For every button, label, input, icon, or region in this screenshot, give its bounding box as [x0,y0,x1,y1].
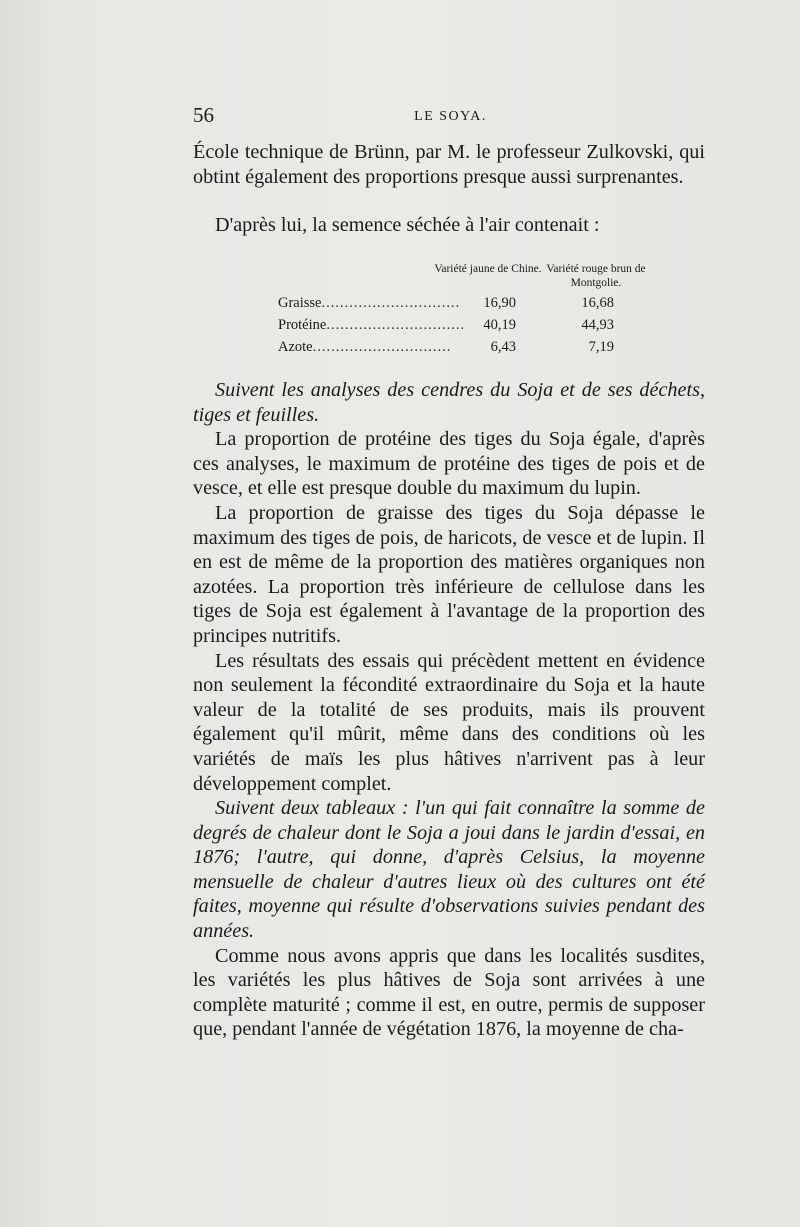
intro-paragraph [193,213,705,238]
table-row [278,339,638,361]
opening-paragraph [193,140,705,189]
paragraph: Suivent deux tableaux : l'un qui fait connaître la somme de degrés de chaleur dont le Soja a joui dans le jardin d'essai, en 1876; l'autre, qui donne, d'après Celsius, la moyenne mensuelle de chaleur d'autres lieux où des cultures ont été faites, moyenne qui résulte d'observations suivies pendant des années. [193,797,705,943]
page-number: 56 [193,103,214,127]
row-label: Azote [278,339,313,355]
paragraph: École technique de Brünn, par M. le professeur Zulkovski, qui obtint également des proportions presque aussi surprenantes. [193,141,705,188]
dot-leader: .............................. [326,317,466,333]
paragraph: D'après lui, la semence séchée à l'air contenait : [215,214,600,236]
page-header [193,103,708,133]
column-header-red-mongolia: Variété rouge brun de Montgolie. [546,263,646,289]
paragraph: La proportion de protéine des tiges du Soja égale, d'après ces analyses, le maximum de protéine des tiges de pois et de vesce, et elle est presque double du maximum du lupin. [193,428,705,500]
value-cell: 6,43 [490,339,516,355]
paragraph: Suivent les analyses des cendres du Soja et de ses déchets, tiges et feuilles. [193,379,705,426]
row-label-cell [278,295,461,312]
dot-leader: .............................. [321,295,461,311]
paragraph: La proportion de graisse des tiges du Soja dépasse le maximum des tiges de pois, de haricots, de vesce et de lupin. Il en est de même de la proportion des matières organiques non azotées. La proportion très inférieure de cellulose dans les tiges de Soja est également à l'avantage de la proportion des principes nutritifs. [193,501,705,647]
value-cell: 16,90 [483,295,516,311]
row-label-cell [278,339,452,356]
row-label: Graisse [278,295,322,311]
value-cell: 40,19 [483,317,516,333]
body-text [193,378,705,1042]
table-row [278,317,638,339]
value-cell: 16,68 [581,295,614,311]
paragraph: Comme nous avons appris que dans les localités susdites, les variétés les plus hâtives de Soja sont arrivées à une complète maturité ; comme il est, en outre, permis de supposer que, pendant l'année de végétation 1876, la moyenne de cha- [193,944,705,1041]
value-cell: 44,93 [581,317,614,333]
row-label-cell [278,317,466,334]
dot-leader: .............................. [312,339,452,355]
table-row [278,295,638,317]
row-label: Protéine [278,317,327,333]
column-header-yellow-china: Variété jaune de Chine. [434,263,542,275]
paragraph: Les résultats des essais qui précèdent mettent en évidence non seulement la fécondité extraordinaire du Soja et la haute valeur de la totalité de ses produits, mais ils prouvent également qu'il mûrit, même dans des conditions où les variétés de maïs les plus hâtives n'arrivent pas à leur développement complet. [193,649,705,795]
running-title: LE SOYA. [414,109,487,124]
value-cell: 7,19 [588,339,614,355]
